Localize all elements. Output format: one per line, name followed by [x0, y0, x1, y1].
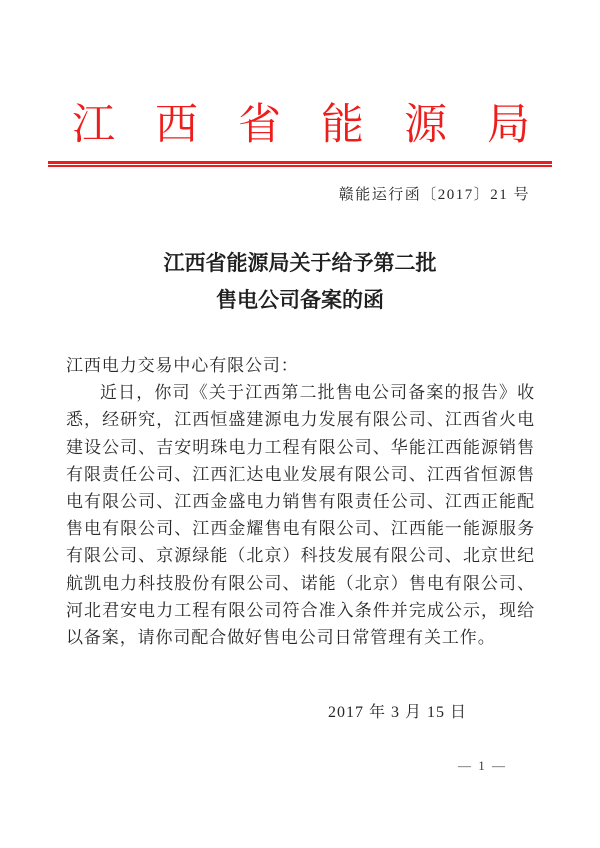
letterhead-char: 江: [72, 102, 115, 149]
body-paragraph: 近日，你司《关于江西第二批售电公司备案的报告》收悉，经研究，江西恒盛建源电力发展有限公司、江西省火电建设公司、吉安明珠电力工程有限公司、华能江西能源销售有限责任公司、江西汇达电业发展有限公司、江西省恒源售电有限公司、江西金盛电力销售有限责任公司、江西正能配售电有限公司、江西金耀售电有限公司、江西能一能源服务有限公司、京源绿能（北京）科技发展有限公司、北京世纪航凯电力科技股份有限公司、诺能（北京）售电有限公司、河北君安电力工程有限公司符合准入条件并完成公示，现给以备案，请你司配合做好售电公司日常管理有关工作。: [66, 383, 535, 648]
rule-thin-line: [48, 165, 552, 167]
letterhead-divider-rule: [48, 161, 552, 167]
letterhead-char: 省: [238, 102, 281, 149]
letterhead-char: 西: [155, 102, 198, 149]
document-title-line2: 售电公司备案的函: [216, 288, 384, 312]
document-reference-number: 赣能运行函〔2017〕21 号: [338, 187, 530, 203]
letterhead-agency-name: [72, 102, 530, 149]
signature-date: 2017 年 3 月 15 日: [327, 704, 467, 721]
letterhead-char: 能: [321, 102, 364, 149]
document-title-line1: 江西省能源局关于给予第二批: [163, 251, 437, 275]
salutation-line: 江西电力交易中心有限公司：: [66, 356, 299, 375]
document-body: [66, 352, 535, 651]
letterhead-char: 局: [487, 102, 530, 149]
page-number: — 1 —: [458, 758, 507, 773]
document-title: [0, 245, 600, 319]
letterhead-char: 源: [404, 102, 447, 149]
